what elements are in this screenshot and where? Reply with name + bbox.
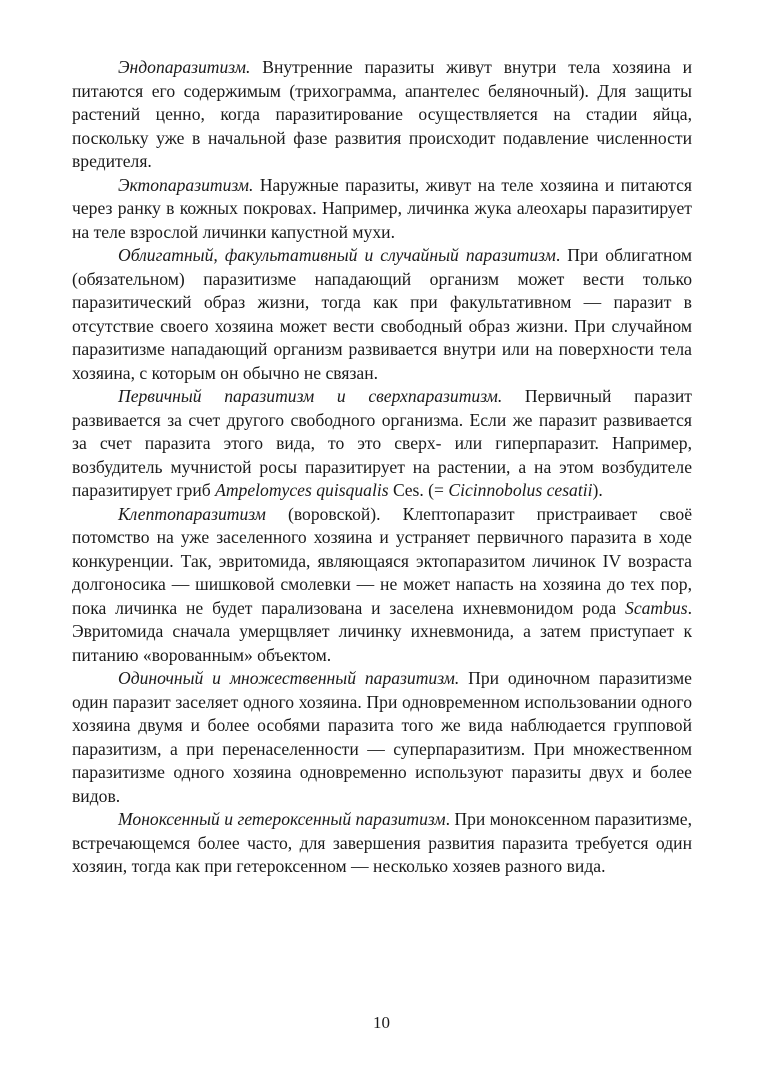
term: Эндопаразитизм.: [118, 57, 251, 77]
paragraph-text: Первичный паразит развивается за счет другого свободного организма. Если же паразит развивается за счет паразита этого вида, то это сверх- или гиперпаразит. Например, возбудитель мучнистой росы паразитирует на растении, а на этом возбудителе паразитирует гриб: [72, 386, 692, 500]
paragraph-monoxenous-parasitism: [72, 808, 692, 879]
paragraph-ectoparasitism: [72, 174, 692, 245]
page-body: [72, 56, 692, 879]
paragraph-text: Внутренние паразиты живут внутри тела хозяина и питаются его содержимым (трихограмма, апантелес беляночный). Для защиты растений ценно, когда паразитирование осуществляется на стадии яйца, поскольку уже в начальной фазе развития происходит подавление численности вредителя.: [72, 57, 692, 171]
paragraph-text: . Эвритомида сначала умерщвляет личинку ихневмонида, а затем приступает к питанию «ворованным» объектом.: [72, 597, 692, 665]
term: Облигатный, факультативный и случайный паразитизм: [118, 245, 556, 265]
paragraph-text: При одиночном паразитизме один паразит заселяет одного хозяина. При одновременном использовании одного хозяина двумя и более особями паразита того же вида наблюдается групповой паразитизм, а при перенаселенности — суперпаразитизм. При множественном паразитизме одного хозяина одновременно используют паразиты двух и более видов.: [72, 668, 692, 806]
term: Клептопаразитизм: [118, 503, 266, 524]
paragraph-text: ).: [592, 480, 603, 500]
paragraph-text: Наружные паразиты, живут на теле хозяина и питаются через ранку в кожных покровах. Например, личинка жука алеохары паразитирует на теле взрослой личинки капустной мухи.: [72, 174, 692, 242]
term: Первичный паразитизм и сверхпаразитизм.: [118, 386, 503, 406]
paragraph-kleptoparasitism: [72, 503, 692, 668]
paragraph-text: . При облигатном (обязательном) паразитизме нападающий организм может вести только паразитический образ жизни, тогда как при факультативном — паразит в отсутствие своего хозяина может вести свободный образ жизни. При случайном паразитизме нападающий организм развивается внутри или на поверхности тела хозяина, с которым он обычно не связан.: [72, 245, 692, 383]
species-name: Scambus: [625, 597, 688, 618]
term: Одиночный и множественный паразитизм.: [118, 668, 460, 688]
page-number: 10: [373, 1013, 390, 1032]
species-name: Ampelomyces quisqualis: [215, 480, 389, 500]
paragraph-text: (воровской). Клептопаразит пристраивает своё потомство на уже заселенного хозяина и устраняет первичного паразита в ходе конкуренции. Так, эвритомида, являющаяся эктопаразитом личинок IV возраста долгоносика — шишковой смолевки — не может напасть на хозяина до тех пор, пока личинка не будет парализована и заселена ихневмонидом рода: [72, 503, 692, 618]
paragraph-obligate-parasitism: [72, 244, 692, 385]
paragraph-text: . При моноксенном паразитизме, встречающемся более часто, для завершения развития паразита требуется один хозяин, тогда как при гетероксенном — несколько хозяев разного вида.: [72, 809, 692, 876]
paragraph-endoparasitism: [72, 56, 692, 174]
paragraph-single-multiple-parasitism: [72, 667, 692, 808]
term: Эктопаразитизм.: [118, 174, 254, 195]
species-name: Cicinnobolus cesatii: [448, 480, 593, 500]
term: Моноксенный и гетероксенный паразитизм: [118, 809, 446, 829]
paragraph-primary-parasitism: [72, 385, 692, 503]
paragraph-text: Ces. (=: [388, 480, 449, 500]
